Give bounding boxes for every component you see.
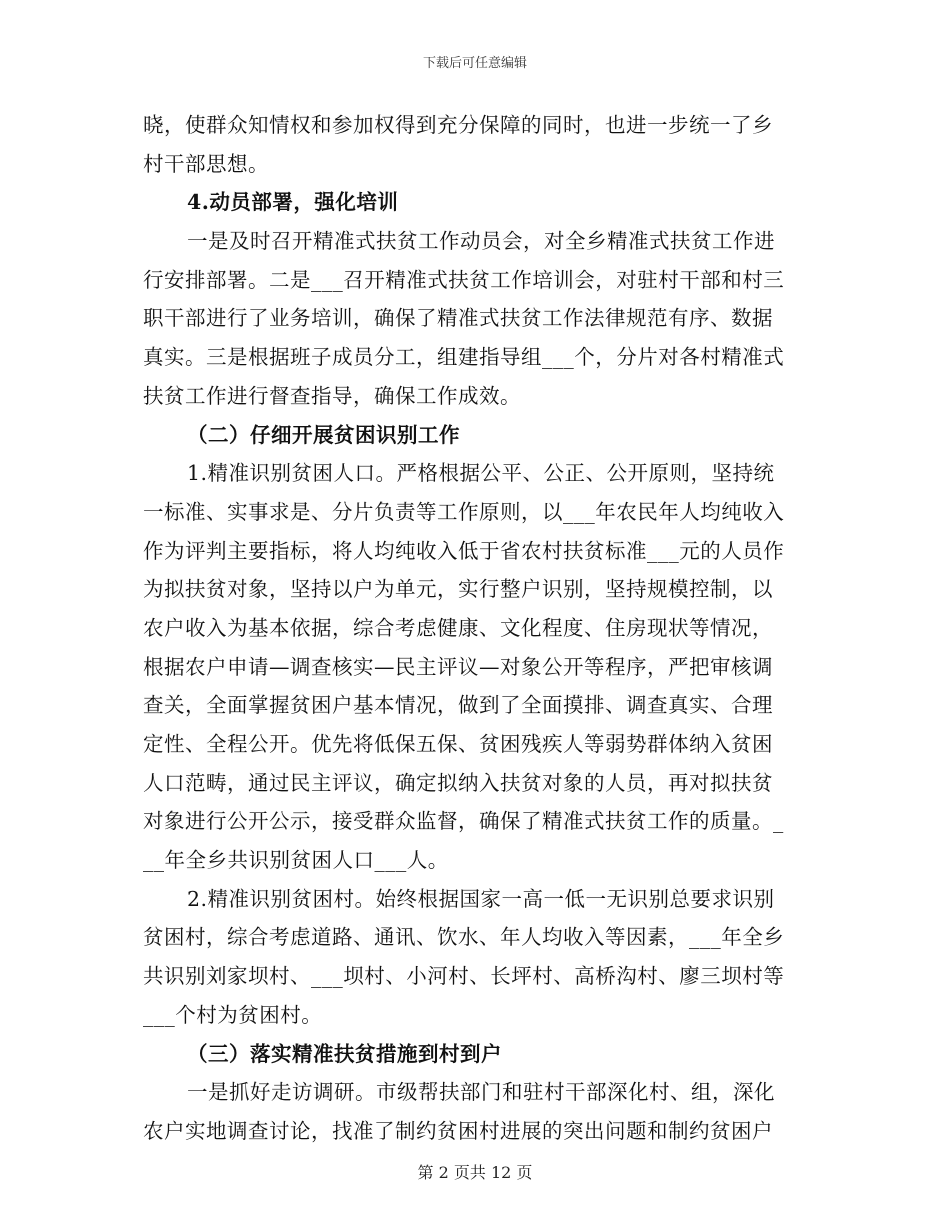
body-text-line: 村干部思想。: [143, 151, 269, 176]
body-text-line: __年全乡共识别贫困人口___人。: [143, 848, 449, 873]
body-text-line: 作为评判主要指标，将人均纯收入低于省农村扶贫标准___元的人员作: [143, 538, 785, 563]
body-text-line: 为拟扶贫对象，坚持以户为单元，实行整户识别，坚持规模控制，以: [143, 577, 773, 602]
body-text-line: 一是及时召开精准式扶贫工作动员会，对全乡精准式扶贫工作进: [187, 229, 775, 254]
body-text-line: 查关，全面掌握贫困户基本情况，做到了全面摸排、调查真实、合理: [143, 693, 773, 718]
body-text-line: 晓，使群众知情权和参加权得到充分保障的同时，也进一步统一了乡: [143, 113, 773, 137]
body-text-line: 定性、全程公开。优先将低保五保、贫困残疾人等弱势群体纳入贫困: [143, 732, 773, 756]
body-text-line: 行安排部署。二是___召开精准式扶贫工作培训会，对驻村干部和村三: [143, 267, 785, 292]
document-body: [143, 106, 813, 1151]
body-text-line: 2.精准识别贫困村。始终根据国家一高一低一无识别总要求识别: [187, 886, 775, 911]
body-text-line: 真实。三是根据班子成员分工，组建指导组___个，分片对各村精准式: [143, 345, 785, 370]
page-header: 下载后可任意编辑: [422, 56, 527, 71]
body-text-line: ___个村为贫困村。: [143, 1002, 323, 1027]
body-text-line: 一标准、实事求是、分片负责等工作原则，以___年农民年人均纯收入: [143, 499, 785, 524]
body-text-line: 共识别刘家坝村、___坝村、小河村、长坪村、高桥沟村、廖三坝村等: [143, 964, 785, 989]
body-text-line: 一是抓好走访调研。市级帮扶部门和驻村干部深化村、组，深化: [187, 1080, 775, 1105]
body-text-line: 职干部进行了业务培训，确保了精准式扶贫工作法律规范有序、数据: [143, 306, 773, 331]
body-text-line: 人口范畴，通过民主评议，确定拟纳入扶贫对象的人员，再对拟扶贫: [143, 770, 773, 795]
body-text-line: 贫困村，综合考虑道路、通讯、饮水、年人均收入等因素，___年全乡: [143, 925, 785, 950]
body-text-line: 1.精准识别贫困人口。严格根据公平、公正、公开原则，坚持统: [187, 461, 775, 486]
section-heading-line: （二）仔细开展贫困识别工作: [187, 422, 460, 447]
body-text-line: 农户收入为基本依据，综合考虑健康、文化程度、住房现状等情况，: [143, 615, 773, 640]
section-heading-line: 4.动员部署，强化培训: [187, 190, 399, 215]
body-text-line: 扶贫工作进行督查指导，确保工作成效。: [143, 383, 521, 408]
body-text-line: 农户实地调查讨论，找准了制约贫困村进展的突出问题和制约贫困户: [143, 1118, 773, 1143]
section-heading-line: （三）落实精准扶贫措施到村到户: [187, 1041, 502, 1066]
page-footer: 第 2 页共 12 页: [417, 1163, 533, 1182]
body-text-line: 对象进行公开公示，接受群众监督，确保了精准式扶贫工作的质量。_: [143, 809, 784, 834]
body-text-line: 根据农户申请—调查核实—民主评议—对象公开等程序，严把审核调: [143, 654, 773, 679]
